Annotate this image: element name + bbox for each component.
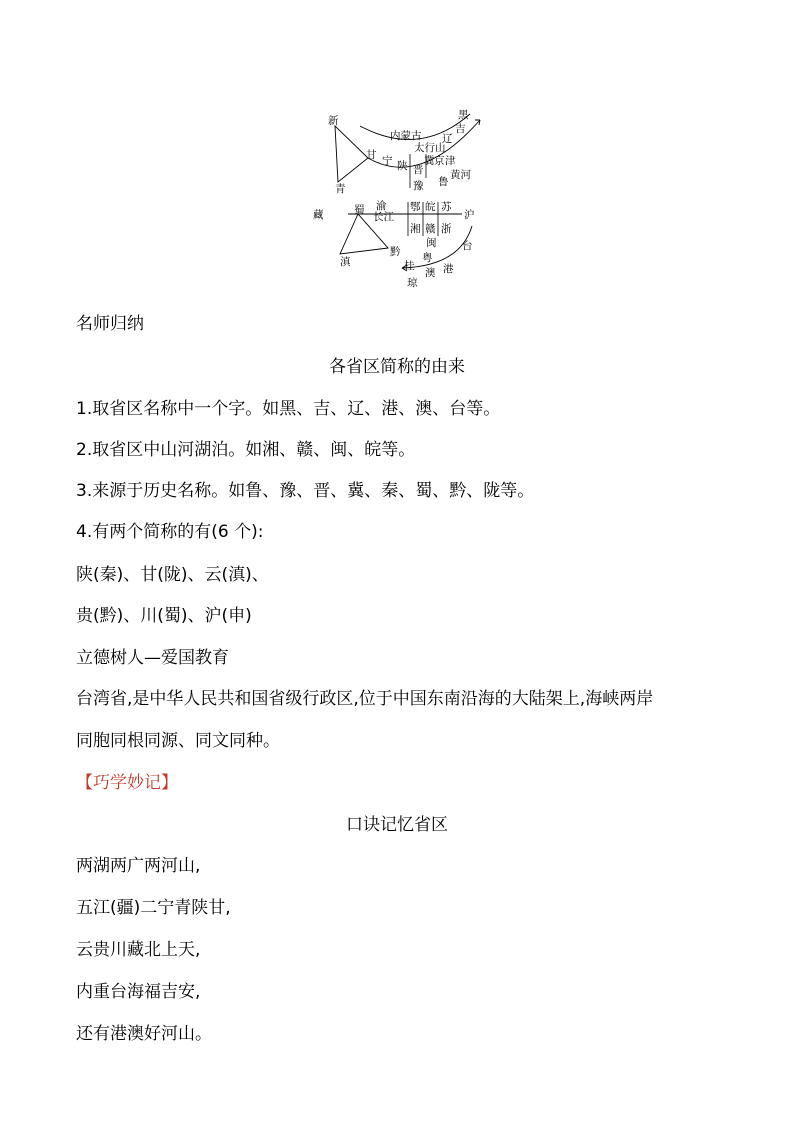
label-taihang: 太行山 — [414, 142, 446, 154]
rhyme-line-3: 云贵川藏北上天, — [76, 940, 201, 960]
label-liao: 辽 — [442, 133, 453, 145]
label-zhe: 浙 — [441, 223, 452, 235]
label-yu-cq: 渝 — [376, 200, 387, 212]
label-huanghe: 黄河 — [450, 169, 471, 181]
label-lu: 鲁 — [438, 176, 449, 188]
rhyme-line-2: 五江(疆)二宁青陕甘, — [76, 898, 231, 918]
label-gui: 桂 — [404, 260, 415, 272]
section-heading-tips: 【巧学妙记】 — [76, 773, 178, 793]
label-qiong: 琼 — [407, 277, 418, 289]
double-abbreviation-line-1: 陕(秦)、甘(陇)、云(滇)、 — [76, 565, 269, 585]
section-heading-summary: 名师归纳 — [76, 314, 144, 334]
label-dian: 滇 — [340, 256, 351, 268]
province-map-sketch — [310, 106, 500, 292]
label-nei-menggu: 内蒙古 — [390, 130, 422, 142]
xin-triangle — [335, 126, 368, 182]
label-qian: 黔 — [390, 246, 401, 258]
origin-item-1: 1.取省区名称中一个字。如黑、吉、辽、港、澳、台等。 — [76, 399, 501, 419]
label-gang: 港 — [443, 263, 454, 275]
title-rhyme: 口诀记忆省区 — [346, 815, 448, 835]
label-ning: 宁 — [382, 155, 393, 167]
rhyme-line-5: 还有港澳好河山。 — [76, 1024, 212, 1044]
label-xiang: 湘 — [410, 223, 421, 235]
origin-item-4: 4.有两个简称的有(6 个): — [76, 522, 264, 542]
label-gan-jx: 赣 — [425, 223, 436, 235]
label-shan: 陕 — [397, 160, 408, 172]
label-hu: 沪 — [464, 209, 475, 221]
label-zang: 藏 — [313, 209, 324, 221]
label-changjiang: 长江 — [373, 211, 394, 223]
taiwan-paragraph-line-2: 同胞同根同源、同文同种。 — [76, 731, 280, 751]
label-qing: 青 — [335, 183, 346, 195]
province-abbreviation-diagram — [310, 106, 500, 292]
rhyme-line-1: 两湖两广两河山, — [76, 856, 201, 876]
label-yu: 豫 — [413, 180, 424, 192]
label-gan: 甘 — [366, 149, 377, 161]
label-ao: 澳 — [425, 267, 436, 279]
rhyme-line-4: 内重台海福吉安, — [76, 982, 201, 1002]
label-su: 苏 — [441, 201, 452, 213]
label-jing: 京 — [434, 155, 445, 167]
label-wan: 皖 — [425, 201, 436, 213]
label-yue: 粤 — [422, 252, 433, 264]
label-shu: 蜀 — [354, 204, 365, 216]
label-ji: 吉 — [455, 123, 466, 135]
label-hei: 黑 — [458, 109, 469, 121]
label-jin: 晋 — [413, 164, 424, 176]
section-heading-moral: 立德树人—爱国教育 — [76, 648, 229, 668]
origin-item-2: 2.取省区中山河湖泊。如湘、赣、闽、皖等。 — [76, 440, 416, 460]
label-xin: 新 — [328, 115, 339, 127]
label-ji-hebei: 冀 — [424, 155, 435, 167]
label-jin-tianjin: 津 — [445, 155, 456, 167]
origin-item-3: 3.来源于历史名称。如鲁、豫、晋、冀、秦、蜀、黔、陇等。 — [76, 481, 535, 501]
label-e: 鄂 — [410, 201, 421, 213]
double-abbreviation-line-2: 贵(黔)、川(蜀)、沪(申) — [76, 606, 252, 626]
taiwan-paragraph-line-1: 台湾省,是中华人民共和国省级行政区,位于中国东南沿海的大陆架上,海峡两岸 — [76, 689, 654, 709]
label-tai: 台 — [462, 240, 473, 252]
label-min: 闽 — [426, 237, 437, 249]
title-abbreviation-origin: 各省区简称的由来 — [329, 357, 465, 377]
